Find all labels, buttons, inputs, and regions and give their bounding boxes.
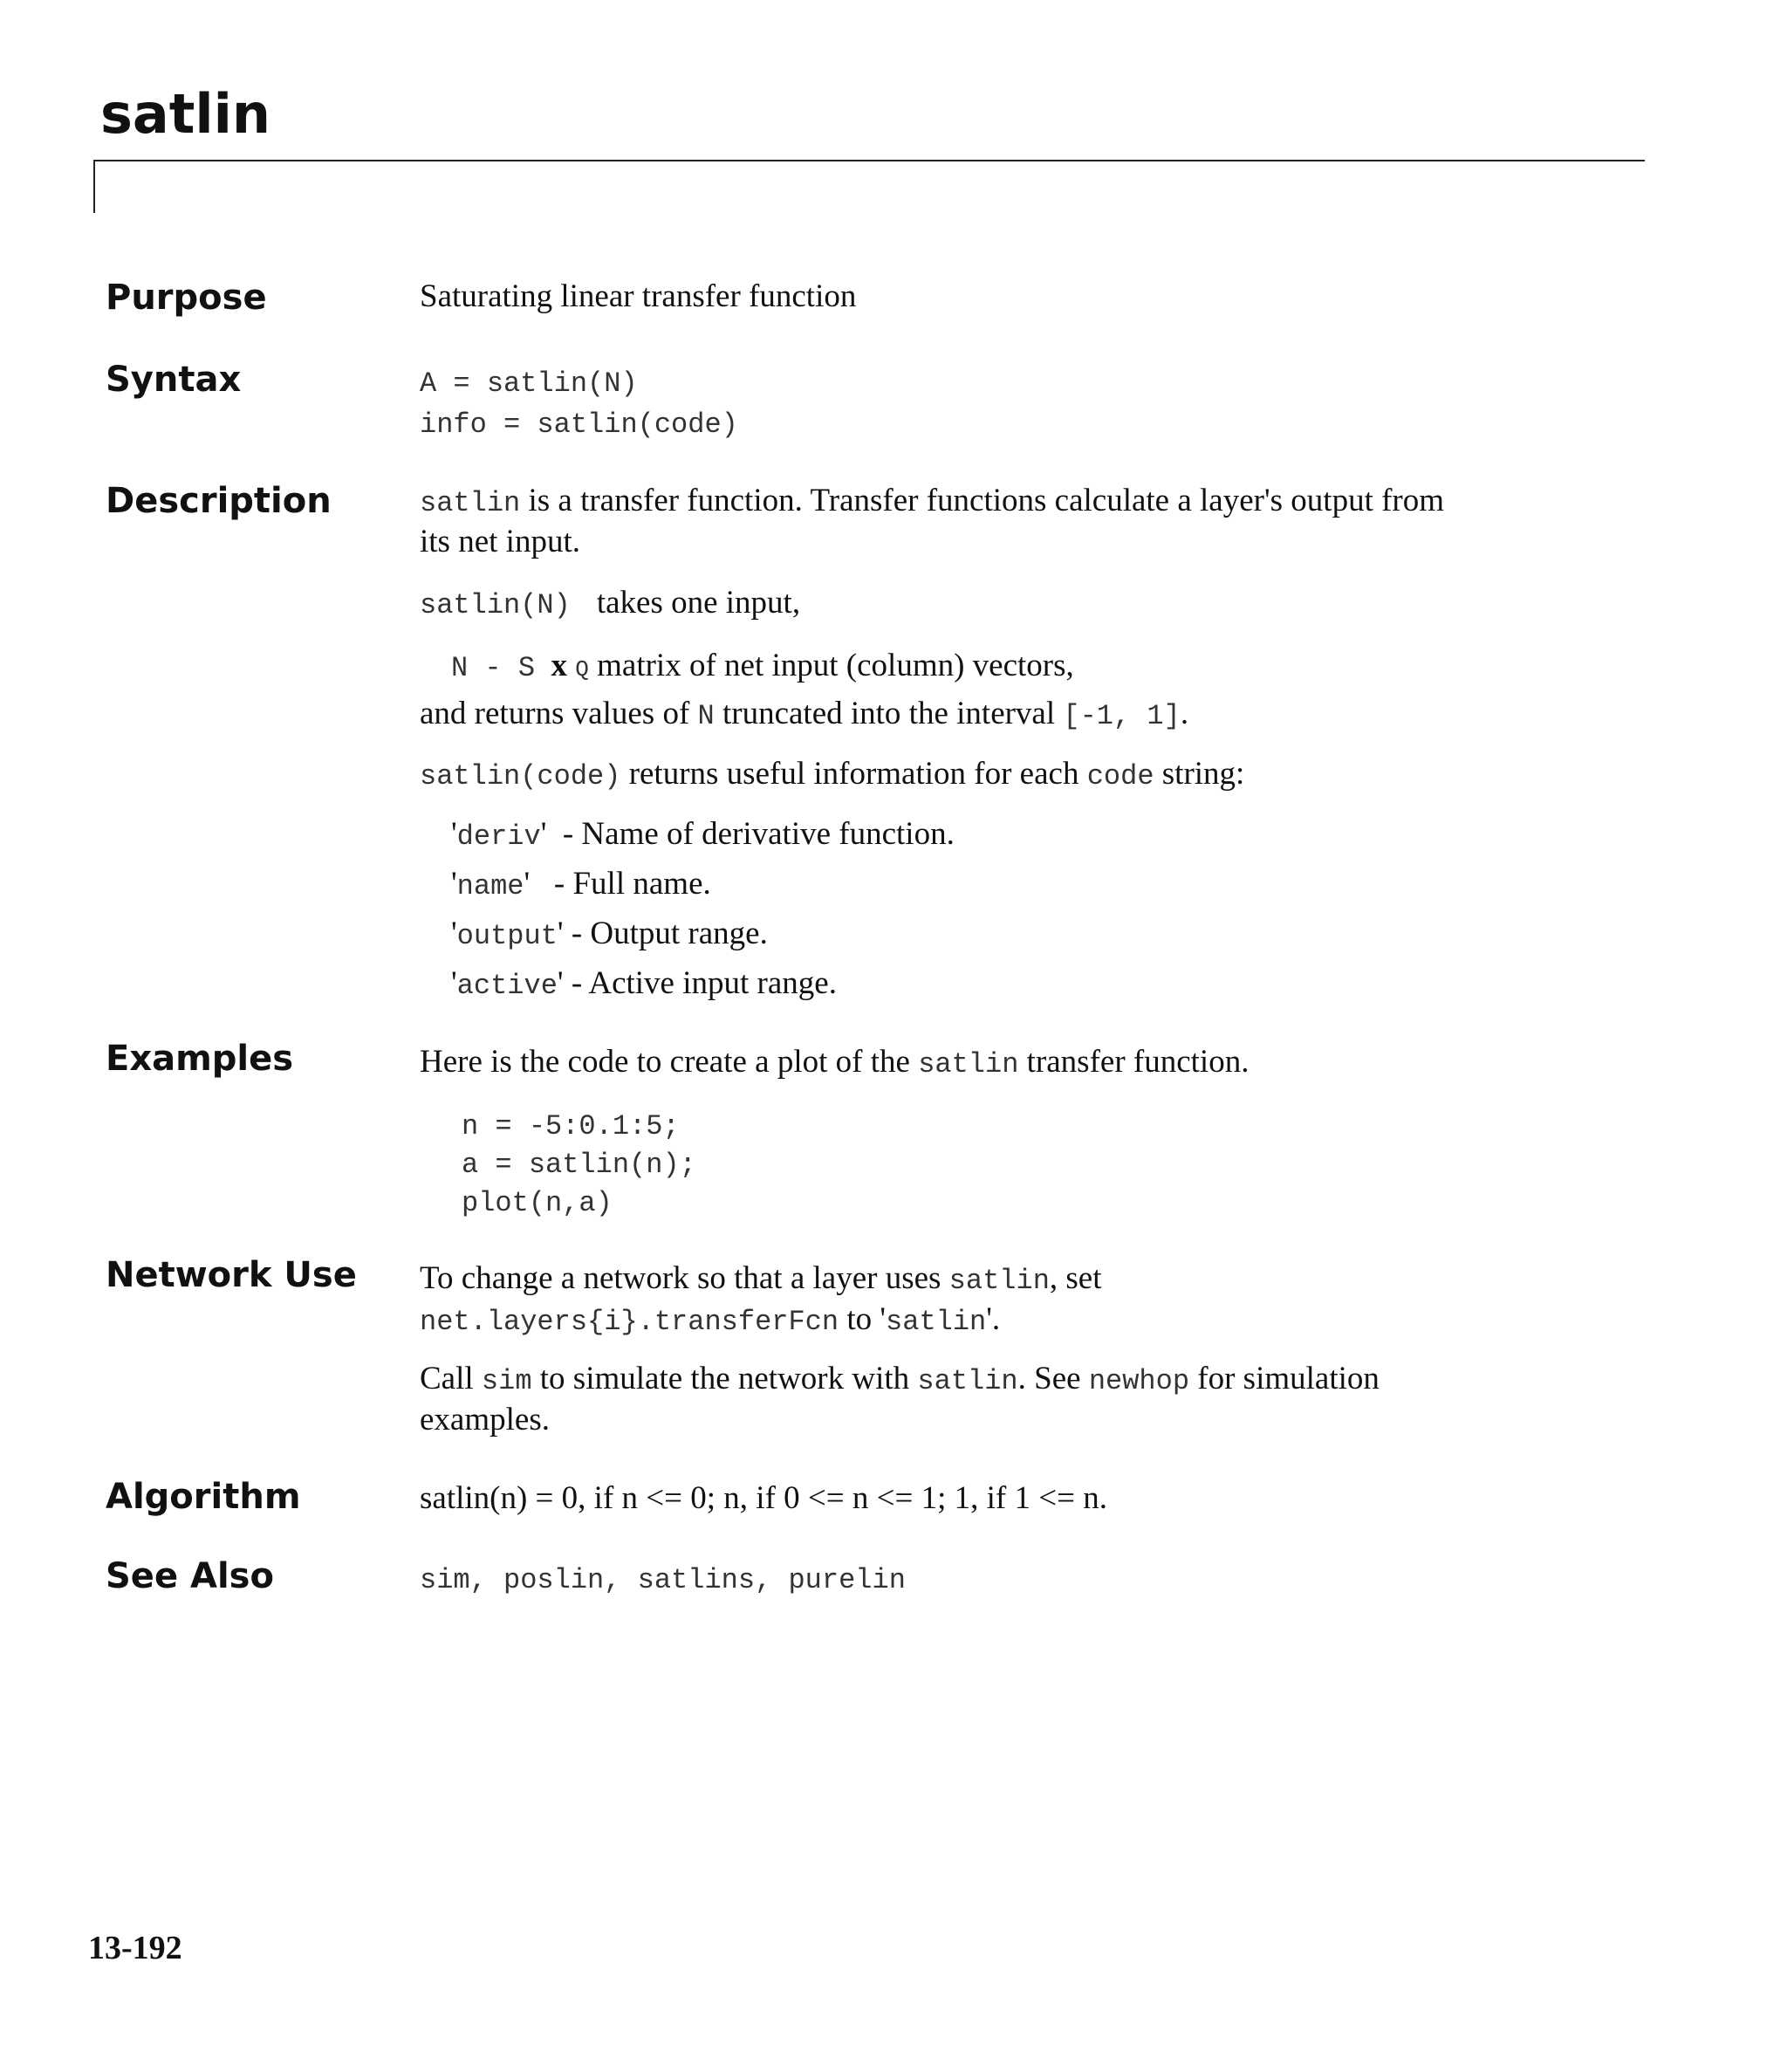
example-code-line: n = -5:0.1:5; bbox=[462, 1110, 680, 1142]
algorithm-text: satlin(n) = 0, if n <= 0; n, if 0 <= n <= 1; 1, if 1 <= n. bbox=[420, 1480, 1107, 1516]
network-use-heading: Network Use bbox=[106, 1255, 357, 1295]
text-run: '. bbox=[986, 1301, 1001, 1337]
description-paragraph bbox=[420, 484, 1444, 518]
inline-code: deriv bbox=[456, 820, 541, 853]
network-use-paragraph-cont bbox=[420, 1303, 1000, 1336]
text-run: returns useful information for each bbox=[620, 756, 1087, 792]
text-run: To change a network so that a layer uses bbox=[420, 1260, 949, 1296]
see-also-links[interactable]: sim, poslin, satlins, purelin bbox=[420, 1564, 906, 1596]
text-run: x bbox=[551, 648, 568, 683]
text-run: to ' bbox=[839, 1301, 887, 1337]
inline-code: output bbox=[456, 920, 558, 952]
code-option-item bbox=[451, 917, 768, 950]
title-rule-vertical bbox=[93, 160, 95, 213]
code-option-item bbox=[451, 967, 837, 1000]
purpose-heading: Purpose bbox=[106, 278, 267, 318]
inline-code: newhop bbox=[1088, 1365, 1190, 1397]
page-title: satlin bbox=[100, 82, 271, 146]
quote-mark: ' bbox=[540, 816, 547, 852]
text-run: , set bbox=[1049, 1260, 1102, 1296]
description-heading: Description bbox=[106, 481, 332, 521]
inline-code: active bbox=[456, 970, 558, 1002]
inline-code: N - S bbox=[451, 652, 536, 684]
text-run: string: bbox=[1154, 756, 1245, 792]
text-run: takes one input, bbox=[596, 585, 801, 621]
quote-mark: ' bbox=[451, 816, 457, 852]
inline-code: Q bbox=[575, 656, 589, 683]
inline-code: code bbox=[1086, 760, 1154, 792]
code-option-item bbox=[451, 868, 711, 901]
text-run: . bbox=[1180, 696, 1189, 731]
inline-code: satlin bbox=[886, 1306, 987, 1338]
text-run: and returns values of bbox=[420, 696, 698, 731]
inline-code: satlin(code) bbox=[420, 760, 621, 792]
quote-mark: ' bbox=[524, 866, 531, 902]
syntax-line: info = satlin(code) bbox=[420, 408, 738, 441]
text-run: transfer function. bbox=[1018, 1044, 1250, 1080]
text-run: Here is the code to create a plot of the bbox=[420, 1044, 919, 1080]
quote-mark: ' bbox=[557, 965, 564, 1001]
inline-code: satlin(N) bbox=[420, 589, 571, 621]
inline-code: satlin bbox=[918, 1048, 1019, 1081]
description-matrix-line bbox=[451, 649, 1074, 683]
see-also-heading: See Also bbox=[106, 1556, 274, 1596]
title-rule-horizontal bbox=[93, 160, 1645, 161]
examples-intro bbox=[420, 1046, 1249, 1079]
text-run: . See bbox=[1017, 1361, 1089, 1396]
purpose-text: Saturating linear transfer function bbox=[420, 278, 857, 314]
quote-mark: ' bbox=[557, 916, 564, 951]
network-use-sim-line bbox=[420, 1362, 1380, 1396]
inline-code: satlin bbox=[948, 1265, 1050, 1297]
code-option-item bbox=[451, 818, 955, 851]
description-returns-line bbox=[420, 697, 1188, 731]
text-run: Call bbox=[420, 1361, 482, 1396]
text-run: - Name of derivative function. bbox=[554, 816, 955, 852]
description-input-line bbox=[420, 587, 800, 620]
inline-code: satlin bbox=[917, 1365, 1018, 1397]
inline-code: name bbox=[456, 870, 524, 902]
syntax-heading: Syntax bbox=[106, 360, 242, 400]
quote-mark: ' bbox=[451, 965, 457, 1001]
text-run: - Output range. bbox=[563, 916, 768, 951]
inline-code: N bbox=[697, 700, 715, 732]
quote-mark: ' bbox=[451, 916, 457, 951]
text-run: to simulate the network with bbox=[531, 1361, 918, 1396]
inline-code: satlin bbox=[420, 487, 521, 519]
example-code-line: plot(n,a) bbox=[462, 1187, 613, 1219]
text-run: matrix of net input (column) vectors, bbox=[588, 648, 1074, 683]
text-run: truncated into the interval bbox=[714, 696, 1064, 731]
algorithm-heading: Algorithm bbox=[106, 1477, 301, 1517]
syntax-line: A = satlin(N) bbox=[420, 367, 638, 400]
inline-code: net.layers{i}.transferFcn bbox=[420, 1306, 839, 1338]
inline-code: [-1, 1] bbox=[1063, 700, 1181, 732]
text-run: - Active input range. bbox=[563, 965, 837, 1001]
inline-code: sim bbox=[481, 1365, 532, 1397]
network-use-sim-line-cont: examples. bbox=[420, 1402, 550, 1437]
page-number: 13-192 bbox=[88, 1930, 182, 1966]
example-code-line: a = satlin(n); bbox=[462, 1149, 696, 1181]
quote-mark: ' bbox=[451, 866, 457, 902]
text-run: is a transfer function. Transfer functions calculate a layer's output from bbox=[520, 483, 1445, 518]
description-code-info-line bbox=[420, 758, 1244, 791]
text-run: for simulation bbox=[1189, 1361, 1380, 1396]
description-paragraph-cont: its net input. bbox=[420, 524, 580, 559]
network-use-paragraph bbox=[420, 1262, 1102, 1295]
text-run: - Full name. bbox=[545, 866, 711, 902]
examples-heading: Examples bbox=[106, 1039, 294, 1079]
